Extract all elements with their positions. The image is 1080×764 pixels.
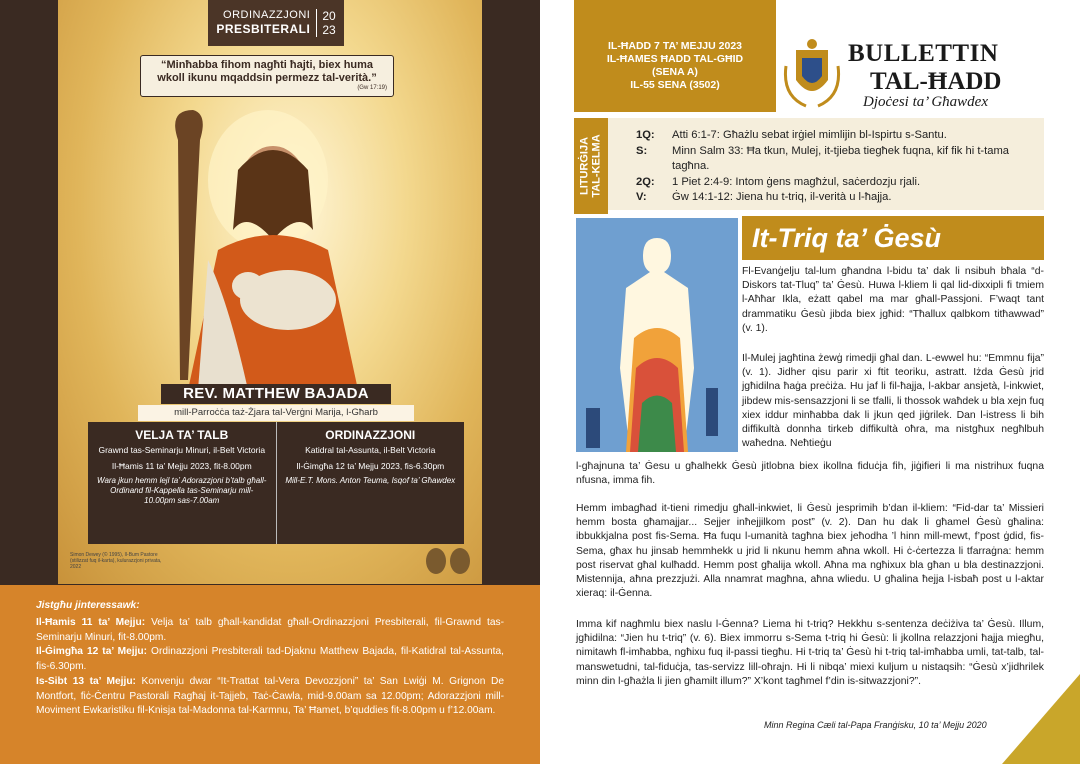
bulletin-masthead xyxy=(780,36,1030,116)
ordinand-parish: mill-Parroċċa taż-Żjara tal-Verġni Marija, l-Għarb xyxy=(138,405,414,421)
article-paragraph: Fl-Evanġelju tal-lum għandna l-bidu ta’ dak li nsibuh bħala “d-Diskors tat-Tluq” ta’ Ġesù. Huwa l-kliem li qal lid-dixxipli fi tmiem l-Aħħar Ikla, eżatt qabel ma mar għall-Passjoni. F’waqt tant drammatiku Ġesù jibda biex jgħid: “Tħallux qalbkom titħawwad” (v. 1). xyxy=(742,266,1044,334)
quote-text: “Minħabba fihom nagħti ħajti, biex huma wkoll ikunu mqaddsin permezz tal-verità.” xyxy=(157,59,377,85)
badge-line1: ORDINAZZJONI xyxy=(223,8,311,21)
event-panels xyxy=(88,422,464,544)
reading-text: Ġw 14:1-12: Jiena hu t-triq, il-verità u l-ħajja. xyxy=(672,191,892,203)
article-title: It-Triq ta’ Ġesù xyxy=(742,216,1044,260)
article-paragraph: l-għajnuna ta’ Ġesu u għalhekk Ġesù jitlobna biex ikollna fiduċja fih, jiġifieri li ma nistrihux fuqna nfusna, imma fih. xyxy=(576,461,1044,487)
date-line: (SENA A) xyxy=(652,66,698,78)
jesus-way-illustration xyxy=(576,218,738,452)
reading-key: 2Q: xyxy=(636,175,655,188)
reading-row xyxy=(636,144,1036,175)
event-text: Velja ta’ talb għall-kandidat għall-Ordinazzjoni Presbiterali, fil-Grawnd tas-Seminarju Minuri, fit-8.00pm. xyxy=(36,616,504,643)
article-source: Minn Regina Cæli tal-Papa Franġisku, 10 ta’ Mejju 2020 xyxy=(764,720,987,730)
masthead-title1: BULLETTIN xyxy=(848,40,999,67)
masthead-subtitle: Djoċesi ta’ Għawdex xyxy=(863,94,988,110)
article-paragraph: Imma kif nagħmlu biex naslu l-Ġenna? Liema hi t-triq? Hekkhu s-sentenza deċiżiva ta’ Ġesù. Illum, jgħidilna: “Jien hu t-triq” (v. 6). Biex immorru s-Sema t-triq hi Ġesù: li jkollna relazzjoni ħajja miegħu, nimitawh fl-imħabba, ngħixu fuq il-passi tiegħu. Hi t-triq ta’ Ġesù hi t-triq tal-imħabba umli, tat-talb, tal-manswetudni, tal-fiduċja, tas-servizz lill-oħrajn. Hi li nibqa’ miexi kuljum u nistaqsih: “Ġesù x’jidhrilek minn din l-għażla li jien għamilt illum?” X’kont tagħmel f’din is-sitwazzjoni?”. xyxy=(576,619,1044,687)
date-line: IL-ĦADD 7 TA’ MEJJU 2023 xyxy=(607,40,742,52)
reading-row xyxy=(636,128,1036,144)
ordination-note: Mill-E.T. Mons. Anton Teuma, Isqof ta’ Għawdex xyxy=(285,476,456,486)
reading-text: 1 Piet 2:4-9: Intom ġens magħżul, saċerdozju rjali. xyxy=(672,175,921,188)
ordination-panel xyxy=(276,422,465,544)
quote-ref: (Gw 17:19) xyxy=(357,85,387,92)
reading-key: S: xyxy=(636,144,648,157)
liturgy-tab xyxy=(574,118,608,214)
date-line: IL-55 SENA (3502) xyxy=(630,79,720,91)
reading-key: 1Q: xyxy=(636,129,655,141)
ordinand-name: REV. MATTHEW BAJADA xyxy=(161,384,391,404)
seminary-crest-icon xyxy=(450,548,470,574)
events-heading: Jistgħu jinteressawk: xyxy=(36,600,140,611)
liturgy-tab-line1: LITURĠIJA xyxy=(579,136,591,196)
image-credit: Simon Dewey (© 1995), Il-Bum Pastore (stilizzat fuq il-karta), kulurazzjoni privata, 2022 xyxy=(70,552,162,570)
velja-panel xyxy=(88,422,276,544)
velja-place: Grawnd tas-Seminarju Minuri, il-Belt Victoria xyxy=(98,445,266,455)
gold-corner-decoration xyxy=(1002,674,1080,764)
reading-row xyxy=(636,190,1036,206)
article-paragraph: Hemm imbagħad it-tieni rimedju għall-inkwiet, li Ġesù jesprimih b’dan il-kliem: “Fid-dar ta’ Missieri hemm bosta għamajjar... Sejjer inħejjilkom post” (v. 2). Dan hu dak li għamel Ġesù għalina: ibbukkjalna post fis-Sema. Ħa fuqu l-umanità tagħna biex jeħodha ’l hinn mill-mewt, f’post ġdid, fis-Sema, għax hu jinsab hemmhekk u jrid li nkunu hemm aħna wkoll. Hi ċ-ċertezza li tfarraġna: hemm post riservat għal kulħadd. Hemm post għalija wkoll. Aħna ma ngħixux bla għan u bla destinazzjoni. Mistennija, aħna prezzjużi. Alla nnamrat magħna, aħna wliedu. U għalina ħejja l-isbaħ post u l-aktar xieraq: il-Ġenna. xyxy=(576,503,1044,600)
ordination-place: Katidral tal-Assunta, il-Belt Victoria xyxy=(305,445,436,455)
event-day: Is-Sibt 13 ta’ Mejju: xyxy=(36,675,136,687)
good-shepherd-illustration xyxy=(138,100,398,390)
velja-title: VELJA TA’ TALB xyxy=(135,428,229,442)
event-item xyxy=(36,675,504,719)
event-day: Il-Ħamis 11 ta’ Mejju: xyxy=(36,616,146,628)
reading-row xyxy=(636,175,1036,191)
event-day: Il-Ġimgħa 12 ta’ Mejju: xyxy=(36,646,148,658)
article-paragraph: Il-Mulej jagħtina żewġ rimedji għal dan. L-ewwel hu: “Emmnu fija” (v. 1). Jidher qisu parir xi ftit teoriku, astratt. Iżda Ġesù jrid jgħidilna ħaġa preċiża. Hu jaf li fil-ħajja, l-akbar ansjetà, l-inkwiet, jibdew mis-sensazzjoni li se tfalli, li thossok waħdek u bla xejn fuq xiex iddur minħabba dak li jkun qed jiġrilek. Dan l-istress li bih diffikultà donnha tirkeb diffikultà oħra, ma nistgħux negħlbuh waħedna. Neħtieġu xyxy=(742,353,1044,450)
event-item xyxy=(36,645,504,675)
badge-year-top: 20 xyxy=(322,8,336,23)
liturgy-readings xyxy=(608,118,1044,210)
masthead-title2: TAL-ĦADD xyxy=(870,68,1002,95)
event-text: Ordinazzjoni Presbiterali tad-Djaknu Matthew Bajada, fil-Katidral tal-Assunta, fis-6.30pm. xyxy=(36,646,504,673)
date-line: IL-ĦAMES ĦADD TAL-GĦID xyxy=(606,53,744,65)
liturgy-tab-line2: TAL-KELMA xyxy=(591,134,603,198)
poster-logos xyxy=(426,548,470,574)
ordination-time: Il-Ġimgħa 12 ta’ Mejju 2023, fis-6.30pm xyxy=(296,460,445,471)
ordination-badge xyxy=(208,0,344,46)
velja-note: Wara jkun hemm lejl ta’ Adorazzjoni b’talb għall-Ordinand fil-Kappella tas-Seminarju mill-10.00pm sas-7.00am xyxy=(97,476,267,506)
reading-text: Atti 6:1-7: Għażlu sebat irġiel mimlijin bl-Ispirtu s-Santu. xyxy=(672,129,947,141)
date-box xyxy=(574,0,776,112)
reading-text: Minn Salm 33: Ħa tkun, Mulej, it-tjieba tiegħek fuqna, kif fik hi t-tama tagħna. xyxy=(672,144,1010,172)
poster-quote xyxy=(140,55,394,97)
ordination-title: ORDINAZZJONI xyxy=(325,428,416,442)
diocese-coat-of-arms-icon xyxy=(782,36,842,110)
diocese-crest-icon xyxy=(426,548,446,574)
velja-time: Il-Ħamis 11 ta’ Mejju 2023, fit-8.00pm xyxy=(111,460,252,471)
reading-key: V: xyxy=(636,191,647,203)
badge-year-bottom: 23 xyxy=(322,23,336,37)
ordination-poster xyxy=(58,0,482,584)
badge-line2: PRESBITERALI xyxy=(216,22,311,37)
right-page xyxy=(540,0,1080,764)
event-item xyxy=(36,616,504,646)
event-text: Konvenju dwar “It-Trattat tal-Vera Devozzjoni” ta’ San Lwiġi M. Grignon De Montfort, fiċ-Ċentru Pastorali Ragħaj it-Tajjeb, Taċ-Ċawla, mid-9.00am sa 12.00pm; Adorazzjoni mill-Moviment Ewkaristiku fil-Knisja tal-Madonna tal-Karmnu, Ta’ Ħamet, b’quddies fit-8.00pm u f’12.00am. xyxy=(36,675,504,717)
events-box xyxy=(0,585,540,764)
